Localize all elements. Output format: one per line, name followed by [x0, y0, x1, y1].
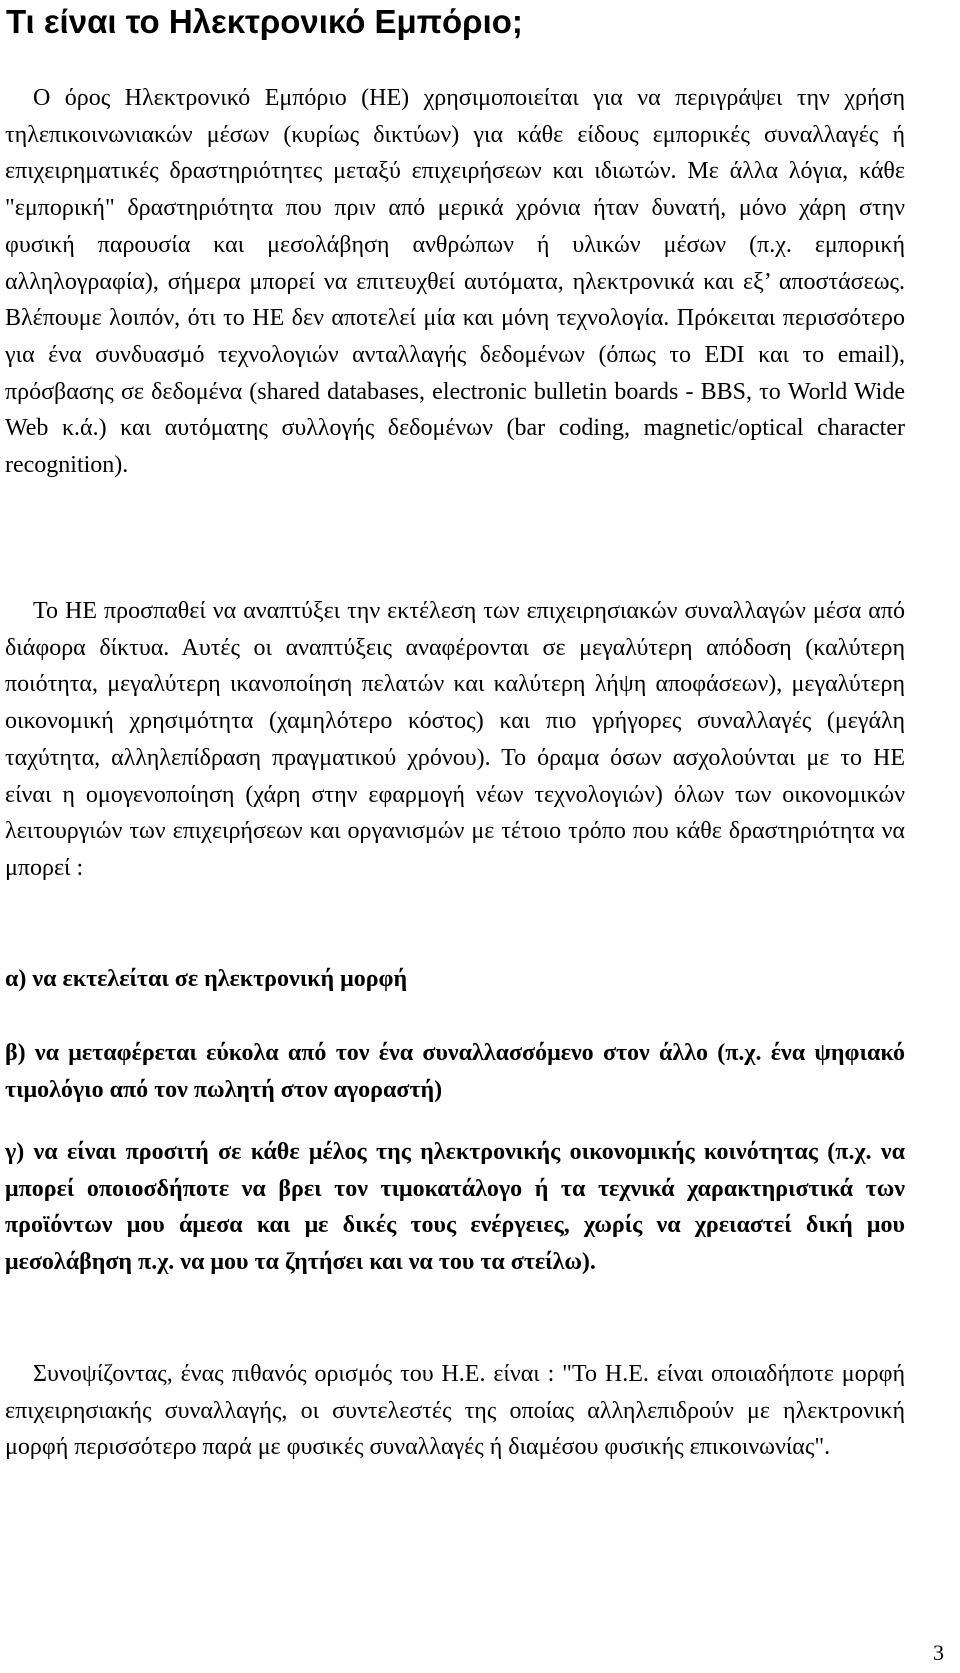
list-item-c: γ) να είναι προσιτή σε κάθε μέλος της ηλεκτρονικής οικονομικής κοινότητας (π.χ. να μπορεί οποιοσδήποτε να βρει τον τιμοκατάλογο ή τα τεχνικά χαρακτηριστικά των προϊόντων μου άμεσα και με δικές τους ενέργειες, χωρίς να χρειαστεί δική μου μεσολάβηση π.χ. να μου τα ζητήσει και να του τα στείλω).	[5, 1139, 905, 1276]
paragraph-summary: Συνοψίζοντας, ένας πιθανός ορισμός του Η.Ε. είναι : "Το Η.Ε. είναι οποιαδήποτε μορφή επιχειρησιακής συναλλαγής, οι συντελεστές της οποίας αλληλεπιδρούν με ηλεκτρονική μορφή περισσότερο παρά με φυσικές συναλλαγές ή διαμέσου φυσικής επικοινωνίας".	[5, 1361, 905, 1461]
paragraph-definition: Ο όρος Ηλεκτρονικό Εμπόριο (ΗΕ) χρησιμοποιείται για να περιγράψει την χρήση τηλεπικοινωνιακών μέσων (κυρίως δικτύων) για κάθε είδους εμπορικές συναλλαγές ή επιχειρηματικές δραστηριότητες μεταξύ επιχειρήσεων και ιδιωτών. Με άλλα λόγια, κάθε "εμπορική" δραστηριότητα που πριν από μερικά χρόνια ήταν δυνατή, μόνο χάρη στην φυσική παρουσία και μεσολάβηση ανθρώπων ή υλικών μέσων (π.χ. εμπορική αλληλογραφία), σήμερα μπορεί να επιτευχθεί αυτόματα, ηλεκτρονικά και εξ’ αποστάσεως. Βλέπουμε λοιπόν, ότι το ΗΕ δεν αποτελεί μία και μόνη τεχνολογία. Πρόκειται περισσότερο για ένα συνδυασμό τεχνολογιών ανταλλαγής δεδομένων (όπως το EDI και το email), πρόσβασης σε δεδομένα (shared databases, electronic bulletin boards - BBS, το World Wide Web κ.ά.) και αυτόματης συλλογής δεδομένων (bar coding, magnetic/optical character recognition).	[5, 85, 905, 479]
paragraph-goals: Το ΗΕ προσπαθεί να αναπτύξει την εκτέλεση των επιχειρησιακών συναλλαγών μέσα από διάφορα δίκτυα. Αυτές οι αναπτύξεις αναφέρονται σε μεγαλύτερη απόδοση (καλύτερη ποιότητα, μεγαλύτερη ικανοποίηση πελατών και καλύτερη λήψη αποφάσεων), μεγαλύτερη οικονομική χρησιμότητα (χαμηλότερο κόστος) και πιο γρήγορες συναλλαγές (μεγάλη ταχύτητα, αλληλεπίδραση πραγματικού χρόνου). Το όραμα όσων ασχολούνται με το ΗΕ είναι η ομογενοποίηση (χάρη στην εφαρμογή νέων τεχνολογιών) όλων των οικονομικών λειτουργιών των επιχειρήσεων και οργανισμών με τέτοιο τρόπο που κάθε δραστηριότητα να μπορεί :	[5, 598, 905, 881]
page-number: 3	[933, 1640, 944, 1665]
list-item-b: β) να μεταφέρεται εύκολα από τον ένα συναλλασσόμενο στον άλλο (π.χ. ένα ψηφιακό τιμολόγιο από τον πωλητή στον αγοραστή)	[5, 1040, 905, 1103]
list-item-a: α) να εκτελείται σε ηλεκτρονική μορφή	[5, 966, 408, 992]
document-title: Τι είναι το Ηλεκτρονικό Εμπόριο;	[6, 3, 523, 40]
